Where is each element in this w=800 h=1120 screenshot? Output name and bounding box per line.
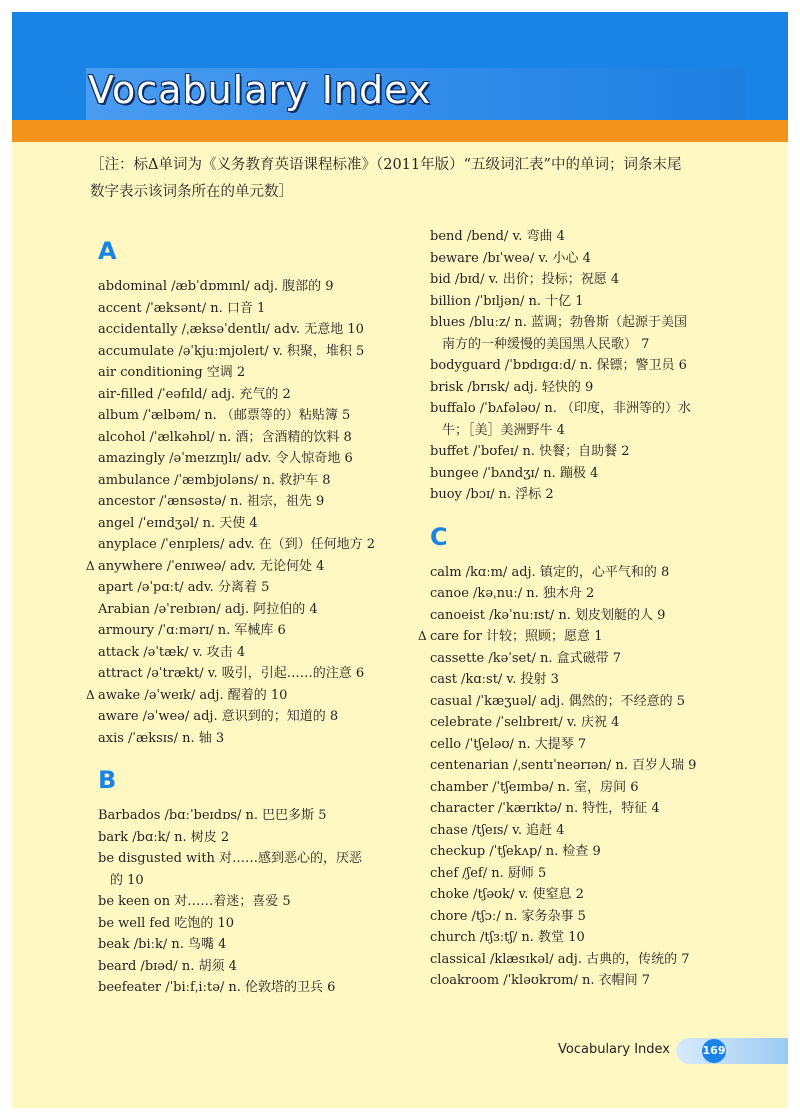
entry-centenarian: centenarian /ˌsentɪˈneərɪən/ n. 百岁人瑞 9 bbox=[430, 758, 697, 773]
entry-accumulate: accumulate /əˈkjuːmjʊleɪt/ v. 积聚，堆积 5 bbox=[98, 343, 365, 359]
entry-buoy: buoy /bɔɪ/ n. 浮标 2 bbox=[430, 487, 554, 502]
entry-alcohol: alcohol /ˈælkəhɒl/ n. 酒；含酒精的饮料 8 bbox=[98, 429, 352, 445]
entry-bend: bend /bend/ v. 弯曲 4 bbox=[430, 229, 565, 244]
entry-be-keen-on: be keen on 对……着迷；喜爱 5 bbox=[98, 894, 291, 909]
entry-beak: beak /biːk/ n. 鸟嘴 4 bbox=[98, 937, 227, 952]
entry-care-for bbox=[418, 626, 730, 648]
entry-chef: chef /ʃef/ n. 厨师 5 bbox=[430, 865, 547, 881]
entry-chase: chase /tʃeɪs/ v. 追赶 4 bbox=[430, 822, 565, 838]
entry-continuation: 牛；［美］美洲野牛 4 bbox=[442, 422, 565, 438]
entry-accent: accent /ˈæksənt/ n. 口音 1 bbox=[98, 300, 266, 316]
entry-text: blues /bluːz/ n. 蓝调；勃鲁斯（起源于美国 bbox=[430, 315, 687, 330]
entry-beefeater: beefeater /ˈbiːfˌiːtə/ n. 伦敦塔的卫兵 6 bbox=[98, 980, 336, 995]
entry-church: church /tʃɜːtʃ/ n. 教堂 10 bbox=[430, 930, 585, 945]
entry-canoe: canoe /kəˌnuː/ n. 独木舟 2 bbox=[430, 586, 595, 601]
section-letter-c: C bbox=[430, 522, 448, 551]
entry-be-well-fed: be well fed 吃饱的 10 bbox=[98, 915, 235, 931]
entry-accidentally: accidentally /ˌæksəˈdentlɪ/ adv. 无意地 10 bbox=[98, 322, 364, 337]
entry-angel: angel /ˈeɪndʒəl/ n. 天使 4 bbox=[98, 515, 258, 531]
entry-canoeist: canoeist /kəˈnuːɪst/ n. 划皮划艇的人 9 bbox=[430, 607, 666, 623]
entry-text: anywhere /ˈenɪweə/ adv. 无论何处 4 bbox=[98, 558, 325, 574]
entry-text: care for 计较；照顾；愿意 1 bbox=[430, 629, 603, 644]
entry-bungee: bungee /ˈbʌndʒɪ/ n. 蹦极 4 bbox=[430, 465, 599, 481]
section-letter-a: A bbox=[98, 237, 117, 265]
entry-buffalo bbox=[430, 398, 730, 441]
entry-ambulance: ambulance /ˈæmbjʊləns/ n. 救护车 8 bbox=[98, 472, 331, 488]
entry-classical: classical /klæsɪkəl/ adj. 古典的，传统的 7 bbox=[430, 951, 690, 967]
entry-brisk: brisk /brɪsk/ adj. 轻快的 9 bbox=[430, 379, 594, 395]
entry-continuation: 的 10 bbox=[110, 872, 144, 888]
entry-awake bbox=[86, 685, 398, 707]
entry-attract: attract /əˈtrækt/ v. 吸引，引起……的注意 6 bbox=[98, 666, 365, 681]
entry-chamber: chamber /ˈtʃeɪmbə/ n. 室，房间 6 bbox=[430, 779, 639, 795]
right-column bbox=[418, 226, 730, 992]
entry-bid: bid /bɪd/ v. 出价；投标；祝愿 4 bbox=[430, 272, 620, 287]
entry-text: awake /əˈweɪk/ adj. 醒着的 10 bbox=[98, 687, 288, 703]
entry-character: character /ˈkærɪktə/ n. 特性，特征 4 bbox=[430, 801, 660, 816]
entry-barbados: Barbados /bɑːˈbeɪdɒs/ n. 巴巴多斯 5 bbox=[98, 808, 327, 823]
entry-armoury: armoury /ˈɑːmərɪ/ n. 军械库 6 bbox=[98, 623, 286, 638]
entry-air-filled: air-filled /ˈeəfɪld/ adj. 充气的 2 bbox=[98, 386, 291, 402]
entry-choke: choke /tʃəʊk/ v. 使窒息 2 bbox=[430, 887, 584, 902]
section-letter-b: B bbox=[98, 766, 117, 794]
page bbox=[12, 12, 788, 1108]
triangle-marker: Δ bbox=[418, 629, 427, 643]
entry-continuation: 南方的一种缓慢的美国黑人民歌） 7 bbox=[442, 336, 650, 352]
entry-blues bbox=[430, 312, 730, 355]
entry-ancestor: ancestor /ˈænsəstə/ n. 祖宗，祖先 9 bbox=[98, 494, 325, 509]
entry-billion: billion /ˈbɪljən/ n. 十亿 1 bbox=[430, 293, 584, 309]
entry-album: album /ˈælbəm/ n. （邮票等的）粘贴簿 5 bbox=[98, 408, 351, 423]
entry-beware: beware /bɪˈweə/ v. 小心 4 bbox=[430, 250, 591, 266]
entry-apart: apart /əˈpɑːt/ adv. 分离着 5 bbox=[98, 580, 270, 595]
entry-amazingly: amazingly /əˈmeɪzɪŋlɪ/ adv. 令人惊奇地 6 bbox=[98, 451, 353, 466]
entry-arabian: Arabian /əˈreɪbɪən/ adj. 阿拉伯的 4 bbox=[98, 601, 318, 617]
entry-aware: aware /əˈweə/ adj. 意识到的；知道的 8 bbox=[98, 709, 339, 724]
entry-cloakroom: cloakroom /ˈkləʊkrʊm/ n. 衣帽间 7 bbox=[430, 973, 650, 988]
entry-beard: beard /bɪəd/ n. 胡须 4 bbox=[98, 958, 237, 974]
entry-checkup: checkup /ˈtʃekʌp/ n. 检查 9 bbox=[430, 844, 601, 859]
entry-cast: cast /kɑːst/ v. 投射 3 bbox=[430, 672, 559, 687]
entry-bodyguard: bodyguard /ˈbɒdɪgɑːd/ n. 保镖；警卫员 6 bbox=[430, 358, 687, 373]
page-number-tab bbox=[676, 1038, 788, 1064]
entry-anyplace: anyplace /ˈenɪpleɪs/ adv. 在（到）任何地方 2 bbox=[98, 537, 376, 552]
entry-abdominal: abdominal /æbˈdɒmɪnl/ adj. 腹部的 9 bbox=[98, 279, 334, 294]
entry-attack: attack /əˈtæk/ v. 攻击 4 bbox=[98, 644, 246, 660]
note-line-2: 数字表示该词条所在的单元数］ bbox=[90, 184, 293, 200]
entry-axis: axis /ˈæksɪs/ n. 轴 3 bbox=[98, 730, 225, 746]
entry-cello: cello /ˈtʃeləʊ/ n. 大提琴 7 bbox=[430, 736, 587, 752]
entry-air-conditioning: air conditioning 空调 2 bbox=[98, 365, 246, 380]
entry-casual: casual /ˈkæʒuəl/ adj. 偶然的；不经意的 5 bbox=[430, 693, 686, 709]
entry-be-disgusted-with bbox=[98, 848, 398, 891]
entry-text: buffalo /ˈbʌfələʊ/ n. （印度，非洲等的）水 bbox=[430, 401, 691, 416]
page-number: 169 bbox=[702, 1039, 726, 1063]
left-column bbox=[86, 230, 398, 999]
entry-anywhere bbox=[86, 556, 398, 578]
header-orange-band bbox=[12, 120, 788, 142]
index-note bbox=[90, 152, 730, 206]
entry-bark: bark /bɑːk/ n. 树皮 2 bbox=[98, 829, 230, 845]
triangle-marker: Δ bbox=[86, 558, 95, 573]
entry-text: be disgusted with 对……感到恶心的，厌恶 bbox=[98, 851, 363, 866]
note-line-1: ［注：标Δ单词为《义务教育英语课程标准》（2011年版）“五级词汇表”中的单词；词条末尾 bbox=[90, 157, 682, 173]
triangle-marker: Δ bbox=[86, 687, 95, 702]
footer-label: Vocabulary Index bbox=[558, 1042, 670, 1057]
entry-cassette: cassette /kəˈset/ n. 盒式磁带 7 bbox=[430, 650, 622, 666]
page-title: Vocabulary Index bbox=[88, 68, 432, 112]
entry-buffet: buffet /ˈbʊfeɪ/ n. 快餐；自助餐 2 bbox=[430, 444, 630, 459]
entry-calm: calm /kɑːm/ adj. 镇定的，心平气和的 8 bbox=[430, 564, 670, 580]
entry-chore: chore /tʃɔː/ n. 家务杂事 5 bbox=[430, 908, 586, 924]
entry-celebrate: celebrate /ˈselɪbreɪt/ v. 庆祝 4 bbox=[430, 715, 620, 730]
